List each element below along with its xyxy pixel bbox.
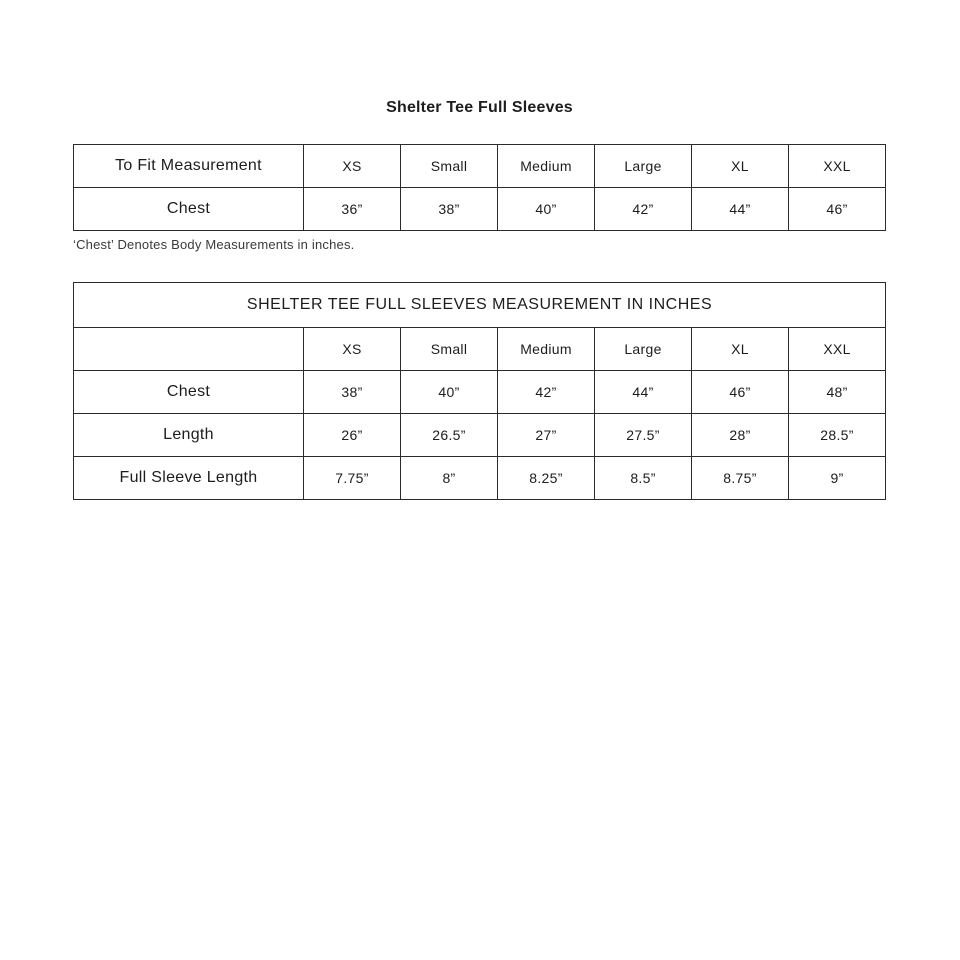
chest-xs: 38” xyxy=(304,371,401,414)
row-label-chest: Chest xyxy=(74,188,304,231)
length-xl: 28” xyxy=(692,414,789,457)
sleeve-small: 8” xyxy=(401,457,498,500)
fit-header-size-xs: XS xyxy=(304,145,401,188)
chest-medium: 42” xyxy=(498,371,595,414)
row-label-full-sleeve-length: Full Sleeve Length xyxy=(74,457,304,500)
fit-header-size-medium: Medium xyxy=(498,145,595,188)
fit-header-size-xxl: XXL xyxy=(789,145,886,188)
fit-chest-medium: 40” xyxy=(498,188,595,231)
fit-chest-xxl: 46” xyxy=(789,188,886,231)
sleeve-xl: 8.75” xyxy=(692,457,789,500)
measurement-header-empty xyxy=(74,328,304,371)
chest-note: ‘Chest’ Denotes Body Measurements in inches. xyxy=(73,237,355,252)
fit-table-header-row xyxy=(74,145,886,188)
measurement-row-full-sleeve-length xyxy=(74,457,886,500)
sleeve-medium: 8.25” xyxy=(498,457,595,500)
measurement-table xyxy=(73,282,886,500)
measurement-header-size-xl: XL xyxy=(692,328,789,371)
chest-xl: 46” xyxy=(692,371,789,414)
fit-header-size-large: Large xyxy=(595,145,692,188)
row-label-length: Length xyxy=(74,414,304,457)
measurement-header-size-medium: Medium xyxy=(498,328,595,371)
fit-chest-small: 38” xyxy=(401,188,498,231)
chest-small: 40” xyxy=(401,371,498,414)
measurement-header-size-xs: XS xyxy=(304,328,401,371)
length-xxl: 28.5” xyxy=(789,414,886,457)
sleeve-xs: 7.75” xyxy=(304,457,401,500)
length-xs: 26” xyxy=(304,414,401,457)
fit-chest-xl: 44” xyxy=(692,188,789,231)
measurement-title-row xyxy=(74,283,886,328)
measurement-row-length xyxy=(74,414,886,457)
measurement-header-row xyxy=(74,328,886,371)
page-title: Shelter Tee Full Sleeves xyxy=(386,99,573,116)
fit-header-size-xl: XL xyxy=(692,145,789,188)
fit-table-chest-row xyxy=(74,188,886,231)
fit-header-size-small: Small xyxy=(401,145,498,188)
measurement-header-size-large: Large xyxy=(595,328,692,371)
chest-xxl: 48” xyxy=(789,371,886,414)
length-medium: 27” xyxy=(498,414,595,457)
measurement-table-title: SHELTER TEE FULL SLEEVES MEASUREMENT IN INCHES xyxy=(74,283,886,328)
fit-header-measurement: To Fit Measurement xyxy=(74,145,304,188)
chest-large: 44” xyxy=(595,371,692,414)
length-small: 26.5” xyxy=(401,414,498,457)
sleeve-xxl: 9” xyxy=(789,457,886,500)
fit-chest-large: 42” xyxy=(595,188,692,231)
measurement-row-chest xyxy=(74,371,886,414)
row-label-chest: Chest xyxy=(74,371,304,414)
fit-chest-xs: 36” xyxy=(304,188,401,231)
size-chart-sheet xyxy=(73,0,886,500)
measurement-header-size-xxl: XXL xyxy=(789,328,886,371)
length-large: 27.5” xyxy=(595,414,692,457)
measurement-header-size-small: Small xyxy=(401,328,498,371)
fit-measurement-table xyxy=(73,144,886,231)
sleeve-large: 8.5” xyxy=(595,457,692,500)
